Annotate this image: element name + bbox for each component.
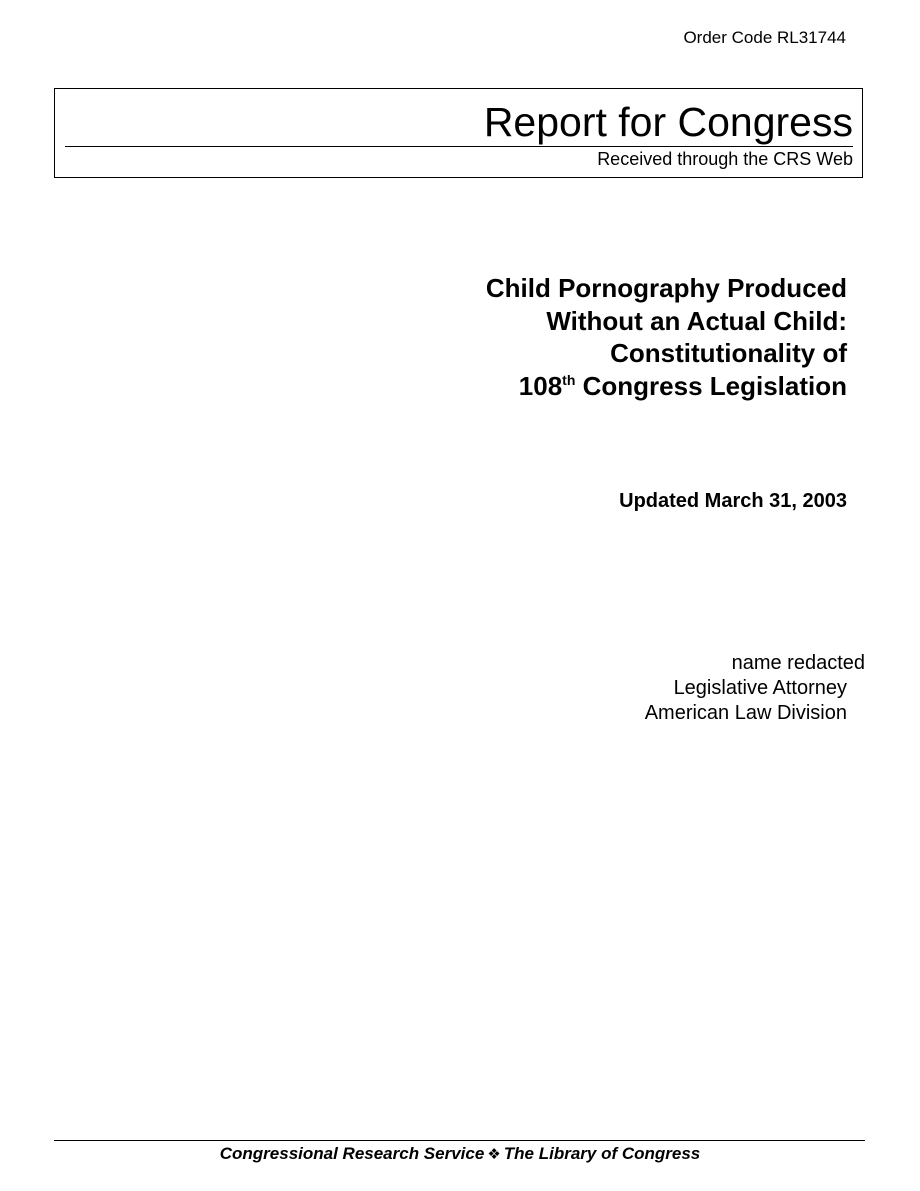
document-title [407, 272, 847, 402]
report-header-box [54, 88, 863, 178]
ordinal-suffix: th [562, 371, 576, 388]
footer-crs: Congressional Research Service [219, 1144, 485, 1163]
title-line-3: Constitutionality of [610, 338, 847, 368]
title-line-4 [407, 370, 847, 403]
footer-loc: The Library of Congress [503, 1144, 701, 1163]
title-line-1: Child Pornography Produced [485, 273, 847, 303]
report-subtitle: Received through the CRS Web [597, 149, 853, 169]
title-line-4-rest: Congress Legislation [575, 370, 847, 401]
footer-divider [54, 1140, 865, 1141]
order-code: Order Code RL31744 [683, 28, 846, 47]
title-line-2: Without an Actual Child: [546, 305, 847, 336]
diamond-ornament-icon: ❖ [487, 1145, 501, 1163]
author-role: Legislative Attorney [673, 677, 847, 699]
header-divider [65, 146, 853, 147]
updated-date: Updated March 31, 2003 [619, 490, 847, 512]
report-title: Report for Congress [483, 99, 853, 145]
congress-number: 108 [518, 370, 563, 401]
author-details [645, 676, 847, 726]
footer [0, 1143, 920, 1165]
author-name: name redacted [731, 652, 865, 674]
author-division: American Law Division [644, 702, 847, 724]
